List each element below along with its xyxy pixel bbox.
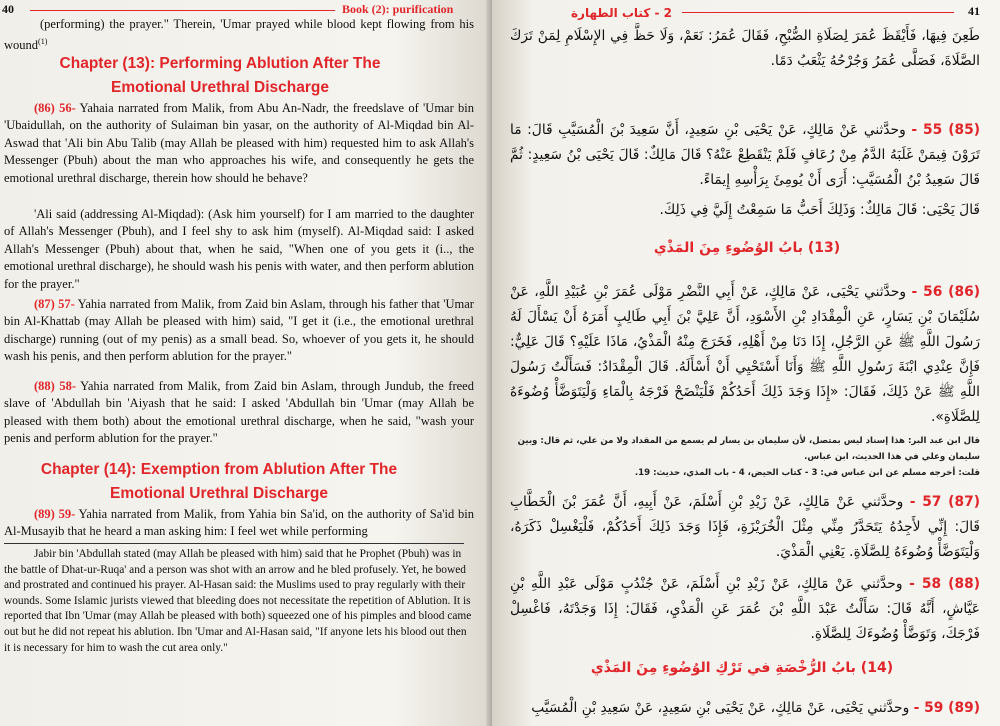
footnote: Jabir bin 'Abdullah stated (may Allah be pleased with him) said that he Prophet (Pbuh) was in the battle of Dhat-ur-Ruqa' and a person was shot with an arrow and he bled profusely. Yet, he bowed and prostrated and continued his prayer. Al-Hasan said: the Muslims used to pray regularly with their wounds. Some Islamic jurists viewed that bleeding does not necessitate the repetition of Ablution. It is reported that Ibn 'Umar (may Allah be pleased with both) squeezed one of his pimples and blood came out but he did not repeat his ablution. Ibn 'Umar and Al-Hasan said, "If anyone lets his blood out then it is necessary for him to wash the cut area only." bbox=[4, 548, 472, 654]
hadith-number: (88) 58 - bbox=[909, 576, 981, 592]
hadith-85: (85) 55 - وحدَّثني عَنْ مَالِكٍ، عَنْ يَحْيَى بْنِ سَعِيدٍ، أَنَّ سَعِيدَ بْنَ الْمُسَيَّبِ قَالَ: مَا تَرَوْنَ فِيمَنْ غَلَبَهُ الدَّمُ مِنْ رُعَافٍ فَلَمْ يَنْقَطِعْ عَنْهُ؟ قَالَ مَالِكٌ: قَالَ يَحْيَى بْنُ سَعِيدٍ: ثُمَّ قَالَ سَعِيدُ بْنُ الْمُسَيَّبِ: أَرَى أَنْ يُومِئَ بِرَأْسِهِ إِيمَاءً. bbox=[510, 122, 981, 188]
hadith-86: (86) 56- Yahaia narrated from Malik, from Abu An-Nadr, the freedslave of 'Umar bin 'Ubaidullah, on the authority of Sulaiman bin yasar, on the authority of Al-Miqdad bin Al-Aswad that 'Ali bin Abu Talib (may Allah be pleased with him) requested him to ask Allah's Messenger (Pbuh) about the man who approaches his wife, and consequently he gets the emotional urethral discharge, therein how should he behave? bbox=[4, 101, 474, 185]
page-number: 40 bbox=[2, 2, 14, 16]
page-number: 41 bbox=[968, 4, 980, 18]
running-header: Book (2): purification bbox=[342, 2, 454, 16]
chapter-13-title: (13) بابُ الوُضُوءِ مِنَ المَذْي bbox=[653, 240, 841, 256]
header-rule bbox=[30, 10, 335, 11]
hadith-89: (89) 59 - وحدَّثني يَحْيَى، عَنْ مَالِكٍ، عَنْ يَحْيَى بْنِ سَعِيدٍ، عَنْ سَعِيدِ بْنِ الْمُسَيَّبِ bbox=[531, 700, 980, 716]
source-note: قلت: أخرجه مسلم عن ابن عباس في: 3 - كتاب الحيض، 4 - باب المذي، حديث: 19. bbox=[634, 468, 980, 478]
hadith-number: (87) 57 - bbox=[909, 494, 981, 510]
commentary-note: قال ابن عبد البر: هذا إسناد ليس بمتصل، لأن سليمان بن يسار لم يسمع من المقداد ولا من علي، ثم قال: وبين سليمان وعلي في هذا الحديث، ابن عباس. bbox=[517, 436, 980, 462]
hadith-number: (85) 55 - bbox=[911, 122, 981, 138]
hadith-87: (87) 57- Yahia narrated from Malik, from Zaid bin Aslam, through his father that 'Umar bin Al-Khattab (may Allah be pleased with him) said, "I get it (i.e., the emotional urethral discharge) running (out of my penis) as a small bead. So, whoever of you gets it, he should wash his penis, and then perform ablution for the prayer." bbox=[4, 297, 474, 364]
hadith-number: (86) 56- bbox=[34, 101, 76, 115]
hadith-number: (86) 56 - bbox=[911, 284, 980, 300]
footnote-divider bbox=[4, 543, 464, 544]
hadith-86-continuation: 'Ali said (addressing Al-Miqdad): (Ask him yourself) for I am married to the daughter of Allah's Messenger (Pbuh), and I feel shy to ask him (myself). Al-Miqdad said: I asked Allah's Messenger (Pbuh) about that, when he said, "When one of you gets it (i.., the emotional urethral discharge), he should wash his penis with water, and then perform ablution for the prayer." bbox=[4, 207, 474, 291]
chapter-14-title: (14) بابُ الرُّخْصَةِ في تَرْكِ الوُضُوءِ مِنَ المَذْي bbox=[590, 660, 894, 676]
right-page bbox=[492, 0, 1000, 726]
header-rule bbox=[682, 12, 954, 13]
intro-paragraph: (performing) the prayer." Therein, 'Umar prayed while blood kept flowing from his wound$^{(1)}$ bbox=[4, 17, 474, 53]
left-page bbox=[0, 0, 492, 726]
intro-paragraph: طَعِنَ فِيهَا، فَأَيْقَظَ عُمَرَ لِصَلَاةِ الصُّبْحِ، فَقَالَ عُمَرُ: نَعَمْ، وَلَا حَظَّ فِي الإِسْلَامِ لِمَنْ تَرَكَ الصَّلَاةَ، فَصَلَّى عُمَرُ وَجُرْحُهُ يَثْعَبُ دَمًا. bbox=[510, 28, 980, 69]
hadith-number: (89) 59- bbox=[34, 507, 76, 521]
chapter-13-title: Chapter (13): Performing Ablution After The Emotional Urethral Discharge bbox=[59, 55, 381, 96]
hadith-88: (88) 58- Yahia narrated from Malik, from Zaid bin Aslam, through Jundub, the freed slave of 'Abdullah bin 'Aiyash that he said: I asked 'Abdullah bin 'Umar (may Allah be pleased with them both) about the emotional urethral discharge, when he said, "wash your penis and perform ablution for the prayer." bbox=[4, 379, 474, 446]
hadith-85-b: قَالَ يَحْيَى: قَالَ مَالِكٌ: وَذَلِكَ أَحَبُّ مَا سَمِعْتُ إِلَيَّ فِي ذَلِكَ. bbox=[659, 202, 980, 218]
hadith-number: (87) 57- bbox=[34, 297, 75, 311]
hadith-89: (89) 59- Yahia narrated from Malik, from Yahia bin Sa'id, on the authority of Sa'id bin Al-Musayib that he heard a man asking him: I feel wet while performing bbox=[4, 507, 474, 539]
running-header: 2 - كتاب الطهارة bbox=[570, 6, 672, 20]
hadith-87: (87) 57 - وحدَّثني عَنْ مَالِكٍ، عَنْ زَيْدِ بْنِ أَسْلَمَ، عَنْ أَبِيهِ، أَنَّ عُمَرَ بْنَ الْخَطَّابِ قَالَ: إِنِّي لأَجِدُهُ يَتَحَدَّرُ مِنِّي مِثْلَ الْخُرَيْزَةِ، فَإِذَا وَجَدَ ذَلِكَ أَحَدُكُمْ، فَلْيَغْسِلْ ذَكَرَهُ، وَلْيَتَوَضَّأْ وُضُوءَهُ لِلصَّلَاةِ. يَعْنِي الْمَذْيَ. bbox=[510, 494, 981, 560]
hadith-88: (88) 58 - وحدَّثني عَنْ مَالِكٍ، عَنْ زَيْدِ بْنِ أَسْلَمَ، عَنْ جُنْدُبٍ مَوْلَى عَبْدِ اللَّهِ بْنِ عَيَّاشٍ، أَنَّهُ قَالَ: سَأَلْتُ عَبْدَ اللَّهِ بْنَ عُمَرَ عَنِ الْمَذْيِ، فَقَالَ: إِذَا وَجَدْتَهُ، فَاغْسِلْ فَرْجَكَ، وَتَوَضَّأْ وُضُوءَكَ لِلصَّلَاةِ. bbox=[510, 576, 981, 642]
hadith-86: (86) 56 - وحدَّثني يَحْيَى، عَنْ مَالِكٍ، عَنْ أَبِي النَّضْرِ مَوْلَى عُمَرَ بْنِ عُبَيْدِ اللَّهِ، عَنْ سُلَيْمَانَ بْنِ يَسَارٍ، عَنِ الْمِقْدَادِ بْنِ الأَسْوَدِ، أَنَّ عَلِيَّ بْنَ أَبِي طَالِبٍ أَمَرَهُ أَنْ يَسْأَلَ لَهُ رَسُولَ اللَّهِ ﷺ عَنِ الرَّجُلِ، إِذَا دَنَا مِنْ أَهْلِهِ، فَخَرَجَ مِنْهُ الْمَذْيُ، مَاذَا عَلَيْهِ؟ قَالَ عَلِيٌّ: فَإِنَّ عِنْدِي ابْنَةَ رَسُولِ اللَّهِ ﷺ وَأَنَا أَسْتَحْيِي أَنْ أَسْأَلَهُ. قَالَ الْمِقْدَادُ: فَسَأَلْتُ رَسُولَ اللَّهِ ﷺ عَنْ ذَلِكَ، فَقَالَ: «إِذَا وَجَدَ ذَلِكَ أَحَدُكُمْ فَلْيَنْضَحْ فَرْجَهُ بِالْمَاءِ وَلْيَتَوَضَّأْ وُضُوءَهُ لِلصَّلَاةِ». bbox=[510, 284, 980, 425]
hadith-number: (89) 59 - bbox=[913, 700, 980, 716]
hadith-number: (88) 58- bbox=[34, 379, 77, 393]
chapter-14-title: Chapter (14): Exemption from Ablution After The Emotional Urethral Discharge bbox=[40, 461, 398, 502]
